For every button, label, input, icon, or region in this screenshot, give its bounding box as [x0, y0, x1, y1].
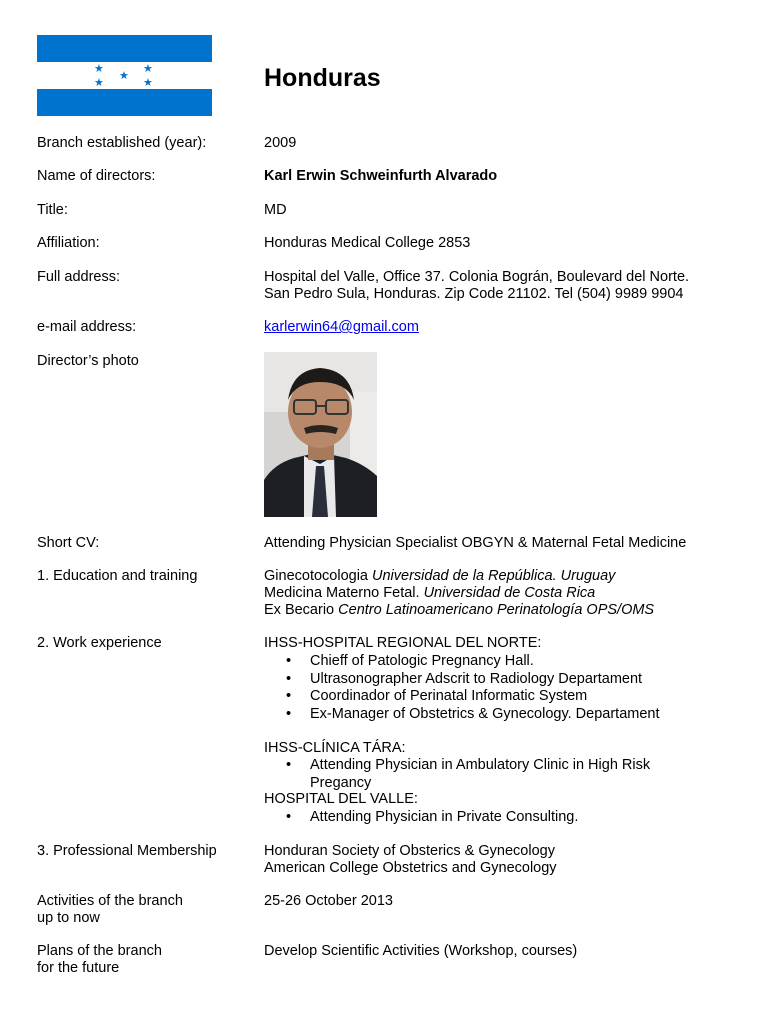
list-item — [264, 653, 660, 671]
star-icon: ★ — [143, 76, 153, 89]
bullet-icon: • — [286, 653, 292, 669]
list-item-text: Ultrasonographer Adscrit to Radiology Departament — [310, 670, 643, 687]
star-icon: ★ — [94, 76, 104, 89]
education-degree-1: Ginecotocologia — [264, 568, 373, 584]
list-item — [264, 757, 650, 775]
director-photo — [264, 352, 377, 517]
membership-line-2: American College Obstetrics and Gynecology — [264, 860, 557, 876]
work-org-3-list — [264, 809, 578, 827]
work-org-2-list — [264, 757, 650, 792]
branch-established-value: 2009 — [264, 135, 297, 151]
list-item — [264, 706, 660, 724]
work-experience-label: 2. Work experience — [37, 635, 162, 651]
education-line-1 — [264, 568, 615, 586]
directors-label: Name of directors: — [37, 168, 156, 184]
director-portrait-image — [264, 352, 377, 517]
star-icon: ★ — [143, 62, 153, 75]
membership-label: 3. Professional Membership — [37, 843, 217, 859]
branch-established-label: Branch established (year): — [37, 135, 207, 151]
education-institution-1: Universidad de la República. Uruguay — [372, 568, 616, 584]
address-label: Full address: — [37, 269, 121, 285]
list-item — [264, 671, 660, 689]
plans-label-line-2: for the future — [37, 960, 120, 976]
work-org-3: HOSPITAL DEL VALLE: — [264, 791, 418, 807]
email-link[interactable]: karlerwin64@gmail.com — [264, 319, 419, 335]
list-item-text: Chieff of Patologic Pregnancy Hall. — [310, 653, 534, 669]
email-label: e-mail address: — [37, 319, 137, 335]
bullet-icon: • — [286, 705, 292, 722]
directors-value: Karl Erwin Schweinfurth Alvarado — [264, 168, 498, 184]
education-label: 1. Education and training — [37, 568, 198, 584]
list-item-continuation — [264, 775, 650, 793]
education-degree-2: Medicina Materno Fetal. — [264, 585, 424, 601]
education-line-3 — [264, 602, 654, 620]
education-line-2 — [264, 585, 595, 603]
list-item — [264, 688, 660, 706]
honduras-flag-icon — [37, 35, 212, 116]
list-item-text: Ex-Manager of Obstetrics & Gynecology. Departament — [310, 705, 660, 722]
list-item-text: Pregancy — [310, 774, 372, 791]
activities-label-line-2: up to now — [37, 910, 100, 926]
membership-line-1: Honduran Society of Obsterics & Gynecology — [264, 843, 555, 859]
work-org-1: IHSS-HOSPITAL REGIONAL DEL NORTE: — [264, 635, 542, 651]
photo-label: Director’s photo — [37, 353, 139, 369]
short-cv-value: Attending Physician Specialist OBGYN & Maternal Fetal Medicine — [264, 535, 687, 551]
activities-label-line-1: Activities of the branch — [37, 893, 183, 909]
education-degree-3: Ex Becario — [264, 602, 339, 618]
affiliation-label: Affiliation: — [37, 235, 100, 251]
address-line-2: San Pedro Sula, Honduras. Zip Code 21102. Tel (504) 9989 9904 — [264, 286, 684, 302]
star-icon: ★ — [119, 69, 129, 82]
plans-value: Develop Scientific Activities (Workshop, courses) — [264, 943, 578, 959]
bullet-icon: • — [286, 757, 292, 773]
star-icon: ★ — [94, 62, 104, 75]
list-item-text: Coordinador of Perinatal Informatic System — [310, 688, 588, 704]
activities-value: 25-26 October 2013 — [264, 893, 393, 909]
list-item-text: Attending Physician in Ambulatory Clinic in High Risk — [310, 757, 651, 773]
list-item-text: Attending Physician in Private Consulting. — [310, 809, 579, 825]
flag-top-stripe — [37, 35, 212, 62]
work-org-1-list — [264, 653, 660, 723]
affiliation-value: Honduras Medical College 2853 — [264, 235, 471, 251]
bullet-icon: • — [286, 688, 292, 704]
plans-label-line-1: Plans of the branch — [37, 943, 162, 959]
address-line-1: Hospital del Valle, Office 37. Colonia Bográn, Boulevard del Norte. — [264, 269, 690, 285]
short-cv-label: Short CV: — [37, 535, 100, 551]
list-item — [264, 809, 578, 827]
education-institution-3: Centro Latinoamericano Perinatología OPS/OMS — [338, 602, 655, 618]
work-org-2: IHSS-CLÍNICA TÁRA: — [264, 740, 406, 756]
page-title: Honduras — [264, 64, 381, 92]
bullet-icon: • — [286, 670, 292, 687]
flag-bottom-stripe — [37, 89, 212, 116]
bullet-icon: • — [286, 809, 292, 825]
education-institution-2: Universidad de Costa Rica — [423, 585, 596, 601]
title-value: MD — [264, 202, 287, 218]
title-label: Title: — [37, 202, 68, 218]
